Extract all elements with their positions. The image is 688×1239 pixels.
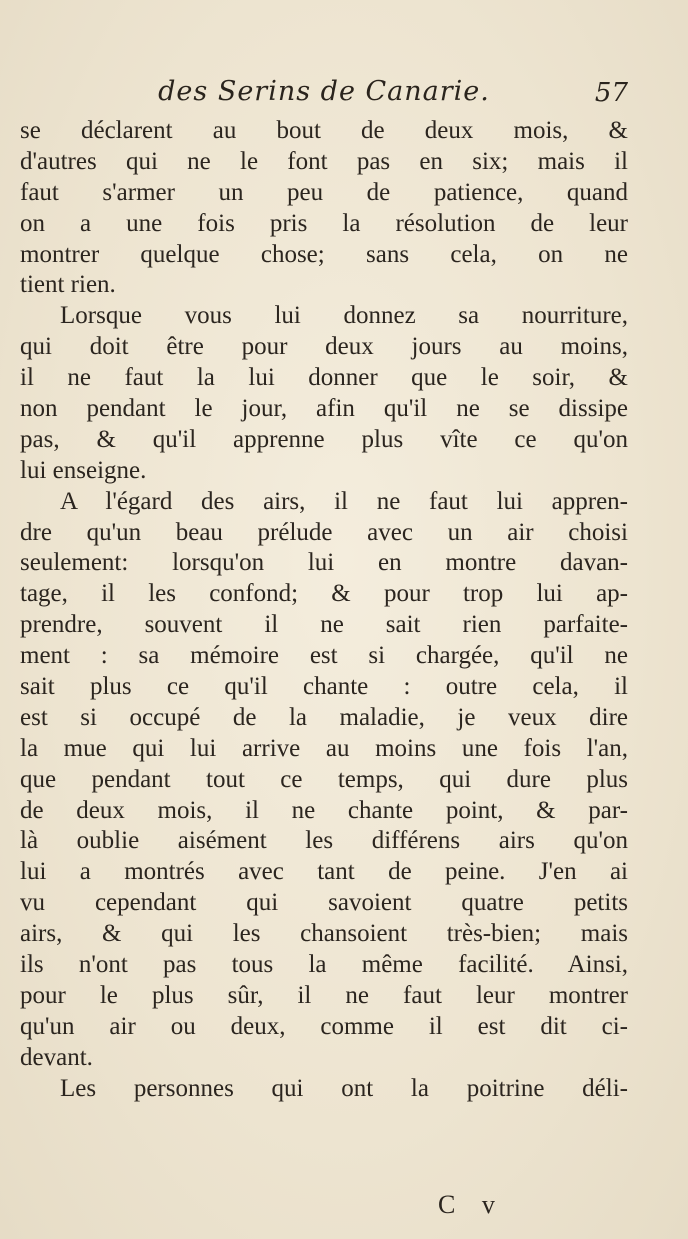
- text-line: ment : sa mémoire est si chargée, qu'il ne: [20, 642, 628, 670]
- text-line: pas, & qu'il apprenne plus vîte ce qu'on: [20, 425, 628, 453]
- text-line: devant.: [20, 1043, 93, 1071]
- running-title: des Serins de Canarie.: [158, 76, 490, 107]
- text-line: la mue qui lui arrive au moins une fois l'an,: [20, 734, 628, 762]
- page-number: 57: [594, 78, 628, 108]
- text-line: vu cependant qui savoient quatre petits: [20, 889, 628, 917]
- text-line: montrer quelque chose; sans cela, on ne: [20, 240, 628, 268]
- text-line: ils n'ont pas tous la même facilité. Ainsi,: [20, 951, 628, 979]
- text-line: d'autres qui ne le font pas en six; mais il: [20, 147, 628, 175]
- text-line: se déclarent au bout de deux mois, &: [20, 117, 628, 144]
- text-line: lui enseigne.: [20, 456, 147, 484]
- text-line: de deux mois, il ne chante point, & par-: [20, 796, 628, 824]
- text-line: qu'un air ou deux, comme il est dit ci-: [20, 1012, 628, 1040]
- text-line: on a une fois pris la résolution de leur: [20, 209, 628, 237]
- text-line: Les personnes qui ont la poitrine déli-: [60, 1074, 628, 1102]
- text-line: sait plus ce qu'il chante : outre cela, il: [20, 673, 628, 701]
- text-line: tient rien.: [20, 271, 116, 299]
- text-line: là oublie aisément les différens airs qu'on: [20, 827, 628, 855]
- text-line: faut s'armer un peu de patience, quand: [20, 178, 628, 206]
- text-line: est si occupé de la maladie, je veux dire: [20, 703, 628, 731]
- text-line: airs, & qui les chansoient très-bien; mais: [20, 920, 628, 948]
- text-line: non pendant le jour, afin qu'il ne se dissipe: [20, 395, 628, 423]
- text-line: dre qu'un beau prélude avec un air choisi: [20, 518, 628, 546]
- body-text: [20, 116, 628, 1105]
- text-line: pour le plus sûr, il ne faut leur montrer: [20, 981, 628, 1009]
- text-line: Lorsque vous lui donnez sa nourriture,: [60, 302, 628, 330]
- page-header: [20, 76, 628, 116]
- text-line: prendre, souvent il ne sait rien parfaite-: [20, 611, 628, 639]
- text-line: tage, il les confond; & pour trop lui ap-: [20, 580, 628, 608]
- text-line: il ne faut la lui donner que le soir, &: [20, 364, 628, 392]
- page-footer: [20, 1190, 628, 1226]
- text-line: que pendant tout ce temps, qui dure plus: [20, 765, 628, 793]
- text-line: A l'égard des airs, il ne faut lui appren-: [60, 487, 628, 515]
- text-line: seulement: lorsqu'on lui en montre davan-: [20, 549, 628, 577]
- text-line: lui a montrés avec tant de peine. J'en ai: [20, 858, 628, 886]
- text-line: qui doit être pour deux jours au moins,: [20, 333, 628, 361]
- signature-mark: C v: [438, 1190, 505, 1219]
